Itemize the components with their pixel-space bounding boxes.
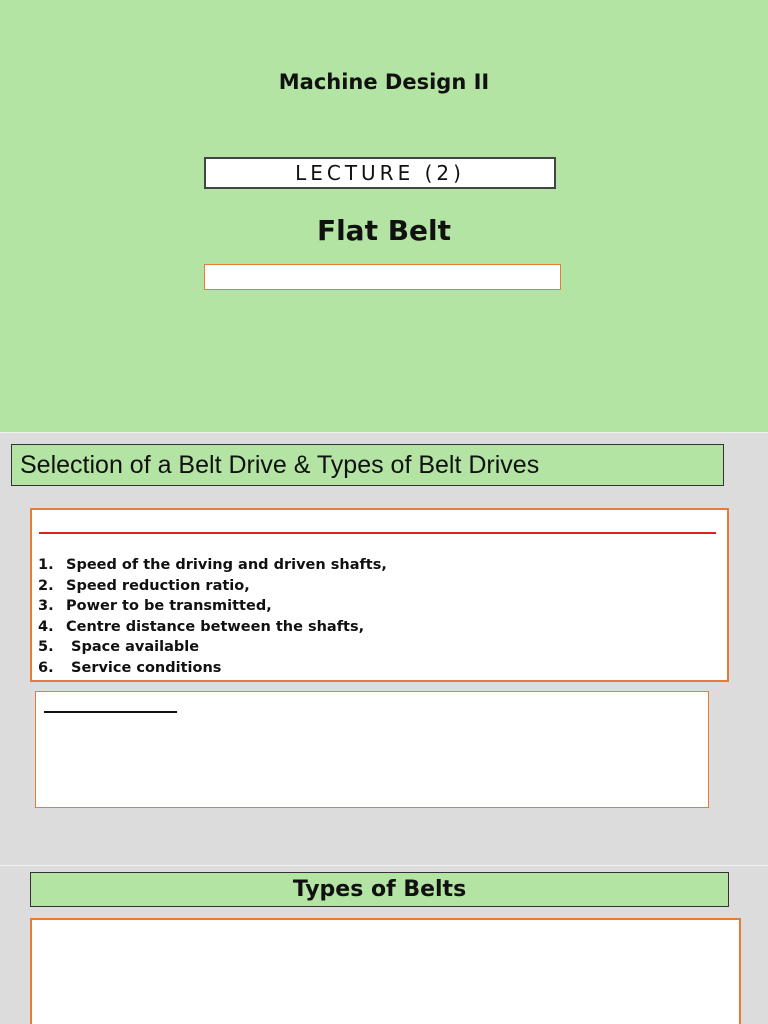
- section-header: Selection of a Belt Drive & Types of Belt Drives: [11, 444, 724, 486]
- list-text: Speed of the driving and driven shafts,: [66, 557, 387, 573]
- list-text: Speed reduction ratio,: [66, 577, 250, 594]
- list-number: 5.: [38, 639, 54, 655]
- list-item: [38, 576, 387, 597]
- list-text: Power to be transmitted,: [66, 598, 272, 614]
- course-title: Machine Design II: [278, 70, 490, 94]
- list-item: [38, 617, 387, 638]
- list-number: 6.: [38, 659, 54, 676]
- title-slide: [0, 0, 768, 432]
- empty-notes-box: [35, 691, 709, 808]
- list-number: 2.: [38, 577, 54, 594]
- topic-title: Flat Belt: [316, 214, 452, 247]
- list-number: 4.: [38, 618, 54, 635]
- underline-rule: [44, 711, 177, 713]
- red-rule: [39, 532, 716, 534]
- list-text: Space available: [66, 639, 200, 655]
- lecture-label: LECTURE (2): [204, 157, 556, 189]
- types-header: Types of Belts: [30, 872, 729, 907]
- list-number: 1.: [38, 557, 54, 573]
- types-slide: [0, 866, 768, 1024]
- list-text: Service conditions: [66, 659, 222, 676]
- list-item: [38, 555, 387, 576]
- factor-list: [38, 555, 387, 678]
- empty-text-box: [204, 264, 561, 290]
- list-item: [38, 658, 387, 679]
- list-item: [38, 637, 387, 658]
- selection-slide: [0, 433, 768, 865]
- list-number: 3.: [38, 598, 54, 614]
- factors-box: [30, 508, 729, 682]
- list-text: Centre distance between the shafts,: [66, 618, 365, 635]
- list-item: [38, 596, 387, 617]
- empty-content-box: [30, 918, 741, 1024]
